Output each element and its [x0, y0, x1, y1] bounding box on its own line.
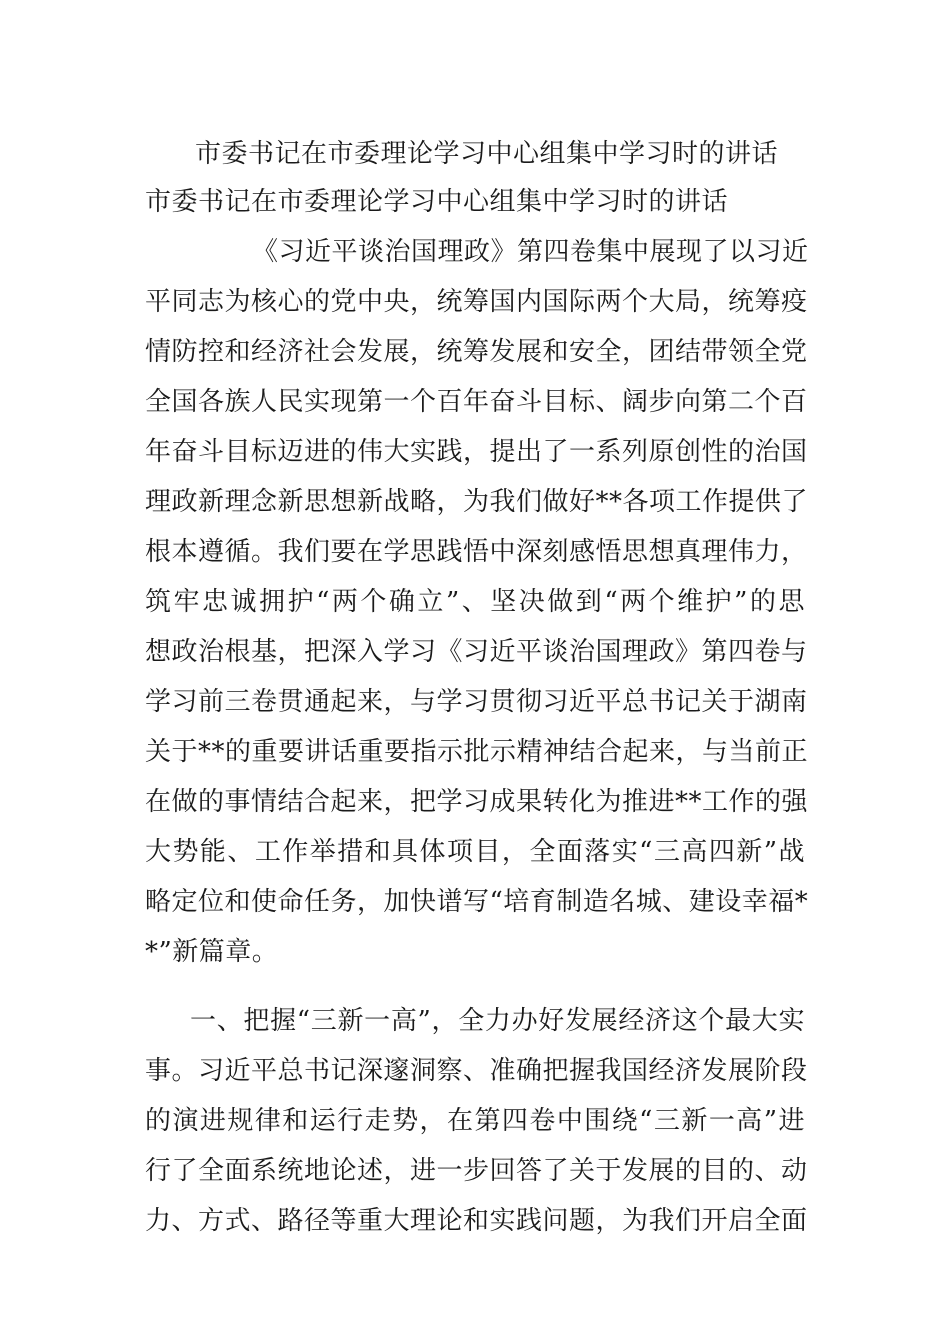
paragraph-1-line: 关于**的重要讲话重要指示批示精神结合起来，与当前正 — [145, 737, 809, 767]
paragraph-1-line: 年奋斗目标迈进的伟大实践，提出了一系列原创性的治国 — [145, 437, 808, 467]
paragraph-1-line: 想政治根基，把深入学习《习近平谈治国理政》第四卷与 — [145, 637, 808, 667]
paragraph-1-line: 大势能、工作举措和具体项目，全面落实“三高四新”战 — [145, 837, 805, 867]
paragraph-1-line: 情防控和经济社会发展，统筹发展和安全，团结带领全党 — [145, 337, 808, 367]
paragraph-1-line: 筑牢忠诚拥护“两个确立”、坚决做到“两个维护”的思 — [145, 587, 805, 617]
paragraph-1-line: 理政新理念新思想新战略，为我们做好**各项工作提供了 — [145, 487, 809, 517]
document-title-secondary: 市委书记在市委理论学习中心组集中学习时的讲话 — [145, 187, 729, 217]
paragraph-1-line: 平同志为核心的党中央，统筹国内国际两个大局，统筹疫 — [145, 287, 808, 317]
paragraph-1-line: *”新篇章。 — [145, 937, 279, 967]
paragraph-1-line: 根本遵循。我们要在学思践悟中深刻感悟思想真理伟力， — [145, 537, 808, 567]
paragraph-2-line: 力、方式、路径等重大理论和实践问题，为我们开启全面 — [145, 1206, 808, 1236]
paragraph-1-line: 学习前三卷贯通起来，与学习贯彻习近平总书记关于湖南 — [145, 687, 808, 717]
paragraph-2-line: 一、把握“三新一高”，全力办好发展经济这个最大实 — [190, 1006, 805, 1036]
paragraph-2-line: 行了全面系统地论述，进一步回答了关于发展的目的、动 — [145, 1156, 808, 1186]
document-title-primary: 市委书记在市委理论学习中心组集中学习时的讲话 — [195, 139, 779, 169]
paragraph-1-line: 全国各族人民实现第一个百年奋斗目标、阔步向第二个百 — [145, 387, 808, 417]
paragraph-2-line: 事。习近平总书记深邃洞察、准确把握我国经济发展阶段 — [145, 1056, 808, 1086]
paragraph-1-line: 略定位和使命任务，加快谱写“培育制造名城、建设幸福* — [145, 887, 809, 917]
paragraph-2-line: 的演进规律和运行走势，在第四卷中围绕“三新一高”进 — [145, 1106, 805, 1136]
paragraph-1-line: 在做的事情结合起来，把学习成果转化为推进**工作的强 — [145, 787, 809, 817]
paragraph-1-line: 《习近平谈治国理政》第四卷集中展现了以习近 — [252, 237, 809, 267]
